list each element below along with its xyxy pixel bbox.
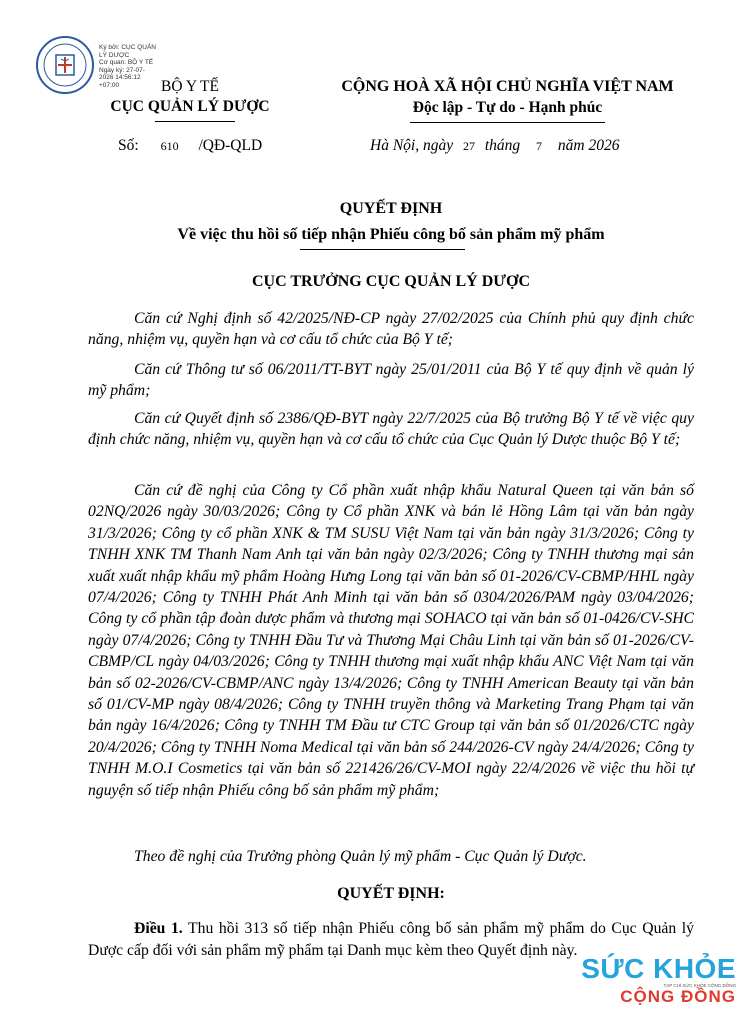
publisher-watermark (581, 955, 736, 1006)
date-prefix: Hà Nội, ngày (370, 137, 454, 154)
issue-date (370, 137, 619, 155)
signature-line: +07:00 (99, 81, 120, 89)
number-suffix: /QĐ-QLD (198, 137, 263, 154)
national-motto: Độc lập - Tự do - Hạnh phúc (412, 99, 603, 116)
article-1-text: Thu hồi 313 số tiếp nhận Phiếu công bố sản phẩm mỹ phẩm do Cục Quản lý Dược cấp đối với sản phẩm mỹ phẩm tại Danh mục kèm theo Quyết định này. (88, 920, 695, 959)
preamble-decision: Căn cứ Quyết định số 2386/QĐ-BYT ngày 22/7/2025 của Bộ trưởng Bộ Y tế về việc quy định chức năng, nhiệm vụ, quyền hạn và cơ cấu tổ chức của Cục Quản lý Dược thuộc Bộ Y tế; (88, 410, 694, 449)
department-name: CỤC QUẢN LÝ DƯỢC (110, 98, 270, 115)
issuing-authority: CỤC TRƯỞNG CỤC QUẢN LÝ DƯỢC (251, 273, 531, 290)
preamble-decree: Căn cứ Nghị định số 42/2025/NĐ-CP ngày 27/02/2025 của Chính phủ quy định chức năng, nhiệm vụ, quyền hạn và cơ cấu tổ chức của Bộ Y tế; (88, 310, 694, 349)
watermark-brand-top: SỨC KHỎE (581, 953, 736, 984)
country-name: CỘNG HOÀ XÃ HỘI CHỦ NGHĨA VIỆT NAM (341, 78, 674, 95)
date-day: 27 (462, 139, 475, 153)
number-label: Số: (118, 137, 139, 154)
ministry-seal-logo (35, 35, 95, 95)
year-label: năm 2026 (557, 137, 620, 154)
number-value: 610 (160, 139, 179, 153)
decision-heading: QUYẾT ĐỊNH: (337, 885, 445, 902)
decision-subject: Về việc thu hồi số tiếp nhận Phiếu công bố sản phẩm mỹ phẩm (177, 226, 605, 243)
signature-line: Ký bởi: CỤC QUẢN (99, 44, 156, 51)
document-number (118, 137, 262, 155)
signature-line: Ngày ký: 27-07- (99, 66, 145, 74)
ministry-name: BỘ Y TẾ (161, 78, 219, 95)
article-1-label: Điều 1. (134, 920, 183, 937)
preamble-request: Theo đề nghị của Trưởng phòng Quản lý mỹ phẩm - Cục Quản lý Dược. (134, 848, 587, 865)
decision-title: QUYẾT ĐỊNH (339, 200, 443, 217)
preamble-proposal: Căn cứ đề nghị của Công ty Cổ phần xuất nhập khẩu Natural Queen tại văn bản số 02NQ/2026 ngày 30/03/2026; Công ty Cổ phần XNK và bán lẻ Hồng Lâm tại văn bản ngày 31/3/2026; Công ty cổ phần XNK & TM SUSU Việt Nam tại văn bản ngày 31/3/2026; Công ty TNHH XNK TM Thanh Nam Anh tại văn bản ngày 02/3/2026; Công ty TNHH thương mại sản xuất xuất nhập khẩu mỹ phẩm Hoàng Hưng Long tại văn bản số 01-2026/CV-CBMP/HHL ngày 07/4/2026; Công ty TNHH Phát Anh Minh tại văn bản số 0304/2026/PAM ngày 03/04/2026; Công ty cổ phần tập đoàn dược phẩm và thương mại SOHACO tại văn bản số 01-0426/CV-SHC ngày 07/4/2026; Công ty TNHH Đầu Tư và Thương Mại Châu Linh tại văn bản số 01-2026/CV-CBMP/CL ngày 04/03/2026; Công ty TNHH thương mại xuất nhập khẩu ANC Việt Nam tại văn bản số 02-2026/CV-CBMP/ANC ngày 13/4/2026; Công ty TNHH American Beauty tại văn bản số 01/CV-MP ngày 08/4/2026; Công ty TNHH truyền thông và Marketing Trang Phạm tại văn bản ngày 16/4/2026; Công ty TNHH TM Đầu tư CTC Group tại văn bản số 01/2026/CTC ngày 20/4/2026; Công ty TNHH Noma Medical tại văn bản số 244/2026-CV ngày 24/4/2026; Công ty TNHH M.O.I Cosmetics tại văn bản số 221426/26/CV-MOI ngày 22/4/2026 về việc thu hồi tự nguyện số tiếp nhận Phiếu công bố sản phẩm mỹ phẩm; (88, 482, 694, 799)
subject-divider (300, 249, 465, 250)
motto-divider (410, 122, 605, 123)
header-divider (155, 121, 235, 122)
preamble-circular: Căn cứ Thông tư số 06/2011/TT-BYT ngày 25/01/2011 của Bộ Y tế quy định về quản lý mỹ phẩm; (88, 361, 694, 400)
month-label: tháng (484, 137, 521, 154)
watermark-tagline: TẠP CHÍ SỨC KHỎE CỘNG ĐỒNG (663, 983, 736, 988)
watermark-brand-bottom: CỘNG ĐỒNG (620, 987, 736, 1006)
signature-line: 2026 14:56:12 (99, 74, 141, 82)
signature-line: Cơ quan: BỘ Y TẾ (99, 59, 154, 67)
date-month: 7 (536, 139, 543, 153)
signature-line: LÝ DƯỢC (99, 51, 130, 59)
